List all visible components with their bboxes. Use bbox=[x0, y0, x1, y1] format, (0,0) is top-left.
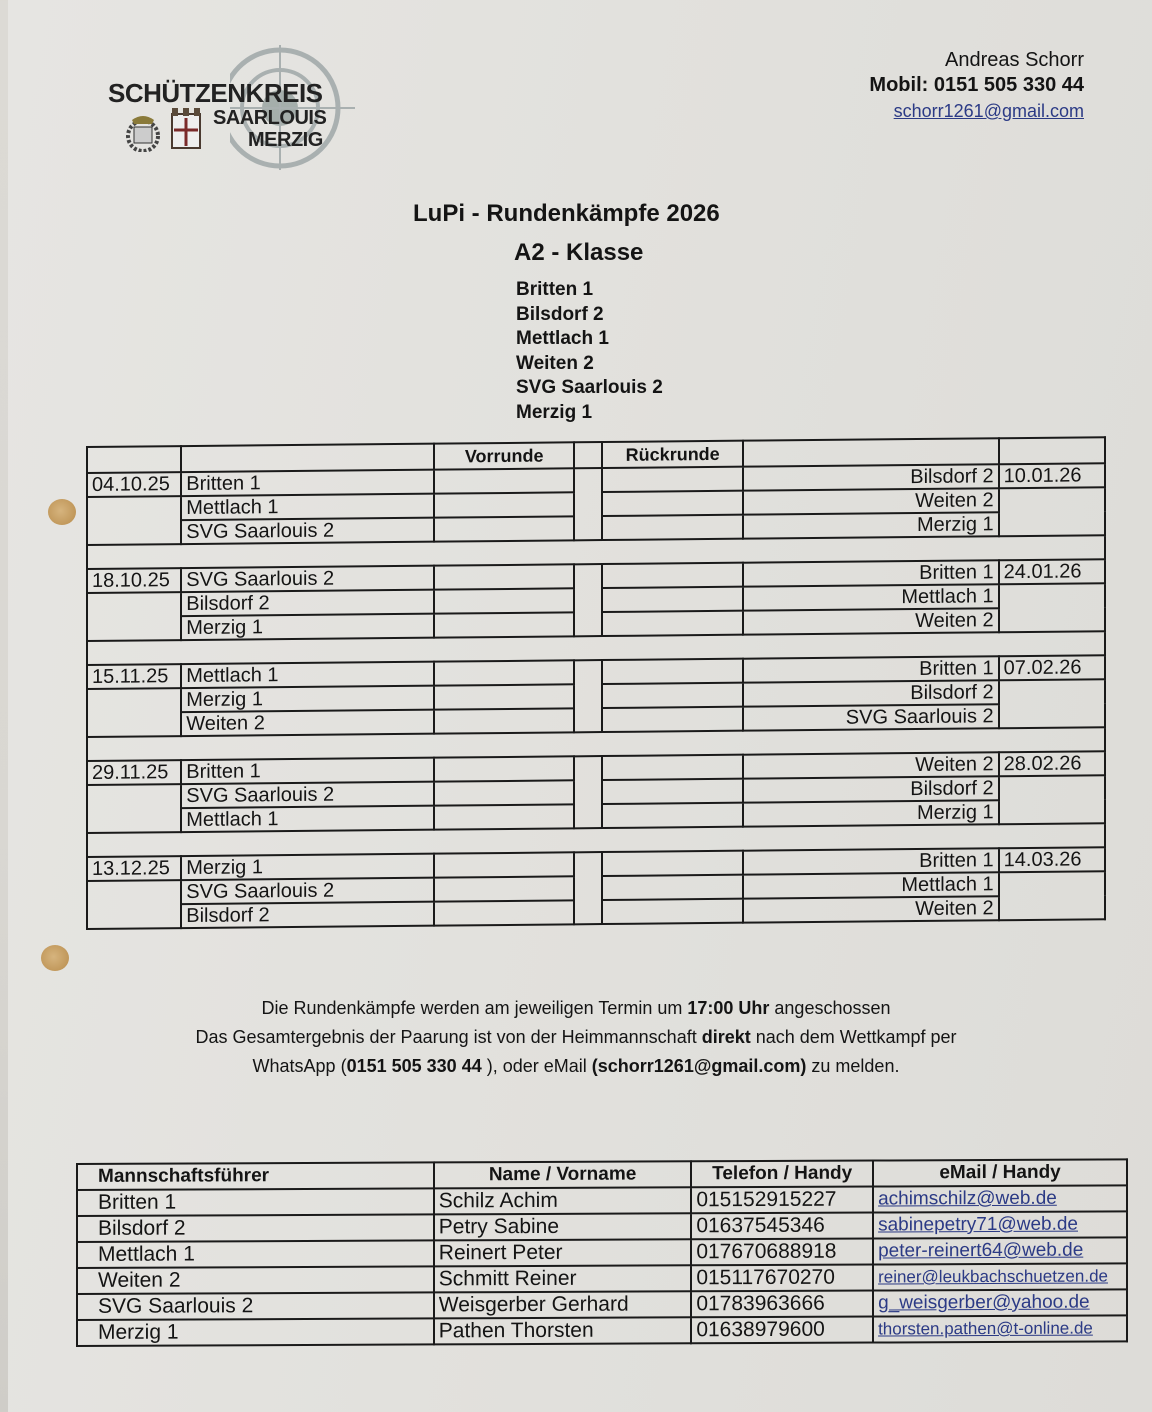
score-rueckrunde-field[interactable] bbox=[602, 491, 742, 516]
class-subtitle: A2 - Klasse bbox=[514, 239, 644, 266]
team-rueckrunde: Bilsdorf 2 bbox=[743, 464, 999, 490]
header-email: eMail / Handy bbox=[873, 1159, 1127, 1186]
date-rueckrunde: 24.01.26 bbox=[999, 559, 1105, 584]
team-vorrunde: Merzig 1 bbox=[181, 854, 434, 880]
schedule-table bbox=[86, 436, 1106, 930]
organizer-contact bbox=[869, 48, 1084, 124]
score-rueckrunde-field[interactable] bbox=[602, 755, 742, 780]
team-rueckrunde: Merzig 1 bbox=[743, 512, 999, 538]
instruction-line-1: Die Rundenkämpfe werden am jeweiligen Termin um 17:00 Uhr angeschossen bbox=[261, 998, 891, 1018]
punch-hole-top bbox=[48, 499, 76, 525]
instruction-line-3: WhatsApp (0151 505 330 44 ), oder eMail (schorr1261@gmail.com) zu melden. bbox=[252, 1056, 900, 1076]
header-name: Name / Vorname bbox=[434, 1161, 692, 1188]
team-rueckrunde: Merzig 1 bbox=[743, 800, 999, 826]
score-vorrunde-field[interactable] bbox=[434, 588, 574, 613]
score-vorrunde-field[interactable] bbox=[434, 708, 574, 733]
score-rueckrunde-field[interactable] bbox=[602, 707, 742, 732]
team-list-item: Weiten 2 bbox=[516, 352, 594, 374]
date-vorrunde: 04.10.25 bbox=[87, 472, 181, 497]
score-rueckrunde-field[interactable] bbox=[602, 467, 742, 492]
table-row: Merzig 1 Pathen Thorsten 01638979600 thorsten.pathen@t-online.de bbox=[77, 1315, 1127, 1346]
team-rueckrunde: Britten 1 bbox=[743, 656, 999, 682]
table-row: Mettlach 1 Reinert Peter 017670688918 peter-reinert64@web.de bbox=[77, 1237, 1127, 1268]
score-rueckrunde-field[interactable] bbox=[602, 587, 742, 612]
header-team: Mannschaftsführer bbox=[77, 1162, 434, 1190]
date-vorrunde: 18.10.25 bbox=[87, 568, 181, 593]
team-vorrunde: Britten 1 bbox=[181, 758, 434, 784]
score-rueckrunde-field[interactable] bbox=[602, 563, 742, 588]
team-vorrunde: Bilsdorf 2 bbox=[181, 902, 434, 928]
score-rueckrunde-field[interactable] bbox=[602, 659, 742, 684]
team-vorrunde: SVG Saarlouis 2 bbox=[181, 782, 434, 808]
score-vorrunde-field[interactable] bbox=[434, 612, 574, 637]
team-vorrunde: SVG Saarlouis 2 bbox=[181, 518, 434, 544]
score-vorrunde-field[interactable] bbox=[434, 804, 574, 829]
score-rueckrunde-field[interactable] bbox=[602, 899, 742, 924]
header-phone: Telefon / Handy bbox=[691, 1161, 873, 1188]
score-rueckrunde-field[interactable] bbox=[602, 683, 742, 708]
score-rueckrunde-field[interactable] bbox=[602, 611, 742, 636]
team-vorrunde: Mettlach 1 bbox=[181, 494, 434, 520]
date-vorrunde: 29.11.25 bbox=[87, 760, 181, 785]
team-rueckrunde: Britten 1 bbox=[743, 560, 999, 586]
punch-hole-bottom bbox=[41, 945, 69, 971]
score-vorrunde-field[interactable] bbox=[434, 780, 574, 805]
team-list-item: SVG Saarlouis 2 bbox=[516, 377, 663, 399]
instruction-line-2: Das Gesamtergebnis der Paarung ist von der Heimmannschaft direkt nach dem Wettkampf per bbox=[195, 1027, 957, 1047]
team-rueckrunde: Weiten 2 bbox=[743, 608, 999, 634]
score-vorrunde-field[interactable] bbox=[434, 900, 574, 925]
page-title: LuPi - Rundenkämpfe 2026 bbox=[413, 200, 720, 227]
team-vorrunde: Bilsdorf 2 bbox=[181, 590, 434, 616]
table-row: SVG Saarlouis 2 Weisgerber Gerhard 01783963666 g_weisgerber@yahoo.de bbox=[77, 1289, 1127, 1320]
email-link[interactable]: thorsten.pathen@t-online.de bbox=[873, 1315, 1127, 1342]
header-vorrunde: Vorrunde bbox=[434, 442, 574, 469]
table-row: Britten 1 Schilz Achim 015152915227 achimschilz@web.de bbox=[77, 1185, 1127, 1216]
score-vorrunde-field[interactable] bbox=[434, 684, 574, 709]
date-rueckrunde: 14.03.26 bbox=[999, 847, 1105, 872]
email-link[interactable]: reiner@leukbachschuetzen.de bbox=[873, 1263, 1127, 1290]
team-rueckrunde: SVG Saarlouis 2 bbox=[743, 704, 999, 730]
logo-schuetzenkreis bbox=[100, 40, 340, 170]
team-rueckrunde: Mettlach 1 bbox=[743, 872, 999, 898]
team-vorrunde: Mettlach 1 bbox=[181, 806, 434, 832]
team-vorrunde: Merzig 1 bbox=[181, 686, 434, 712]
email-link[interactable]: achimschilz@web.de bbox=[873, 1185, 1127, 1212]
score-vorrunde-field[interactable] bbox=[434, 516, 574, 541]
team-vorrunde: Britten 1 bbox=[181, 470, 434, 496]
captains-table bbox=[76, 1158, 1128, 1347]
score-vorrunde-field[interactable] bbox=[434, 756, 574, 781]
table-row: Bilsdorf 2 Petry Sabine 01637545346 sabinepetry71@web.de bbox=[77, 1211, 1127, 1242]
team-vorrunde: Merzig 1 bbox=[181, 614, 434, 640]
header-rueckrunde: Rückrunde bbox=[602, 441, 742, 468]
logo-line-1: SCHÜTZENKREIS bbox=[108, 78, 323, 108]
logo-line-3: MERZIG bbox=[248, 129, 323, 151]
team-rueckrunde: Weiten 2 bbox=[743, 896, 999, 922]
team-vorrunde: Weiten 2 bbox=[181, 710, 434, 736]
team-rueckrunde: Bilsdorf 2 bbox=[743, 680, 999, 706]
score-vorrunde-field[interactable] bbox=[434, 876, 574, 901]
logo-line-2: SAARLOUIS bbox=[213, 107, 327, 129]
date-vorrunde: 15.11.25 bbox=[87, 664, 181, 689]
team-rueckrunde: Britten 1 bbox=[743, 848, 999, 874]
email-link[interactable]: peter-reinert64@web.de bbox=[873, 1237, 1127, 1264]
score-rueckrunde-field[interactable] bbox=[602, 803, 742, 828]
email-link[interactable]: sabinepetry71@web.de bbox=[873, 1211, 1127, 1238]
team-rueckrunde: Weiten 2 bbox=[743, 752, 999, 778]
email-link[interactable]: g_weisgerber@yahoo.de bbox=[873, 1289, 1127, 1316]
organizer-mobile: Mobil: 0151 505 330 44 bbox=[869, 74, 1084, 96]
instructions-text bbox=[0, 994, 1152, 1081]
score-vorrunde-field[interactable] bbox=[434, 852, 574, 877]
score-rueckrunde-field[interactable] bbox=[602, 779, 742, 804]
crest-saarlouis-icon bbox=[122, 112, 164, 152]
organizer-email-link[interactable]: schorr1261@gmail.com bbox=[893, 101, 1084, 121]
team-rueckrunde: Bilsdorf 2 bbox=[743, 776, 999, 802]
team-list-item: Merzig 1 bbox=[516, 401, 593, 423]
date-rueckrunde: 10.01.26 bbox=[999, 463, 1105, 488]
score-rueckrunde-field[interactable] bbox=[602, 851, 742, 876]
organizer-name: Andreas Schorr bbox=[945, 49, 1084, 71]
score-vorrunde-field[interactable] bbox=[434, 468, 574, 493]
date-vorrunde: 13.12.25 bbox=[87, 856, 181, 881]
score-rueckrunde-field[interactable] bbox=[602, 875, 742, 900]
crest-merzig-icon bbox=[170, 108, 202, 150]
team-vorrunde: SVG Saarlouis 2 bbox=[181, 566, 434, 592]
score-vorrunde-field[interactable] bbox=[434, 564, 574, 589]
team-vorrunde: SVG Saarlouis 2 bbox=[181, 878, 434, 904]
team-list-item: Mettlach 1 bbox=[516, 328, 609, 350]
team-list-item: Bilsdorf 2 bbox=[516, 303, 604, 325]
score-vorrunde-field[interactable] bbox=[434, 492, 574, 517]
team-vorrunde: Mettlach 1 bbox=[181, 662, 434, 688]
table-row: Weiten 2 Schmitt Reiner 015117670270 reiner@leukbachschuetzen.de bbox=[77, 1263, 1127, 1294]
score-vorrunde-field[interactable] bbox=[434, 660, 574, 685]
team-list bbox=[516, 278, 663, 426]
date-rueckrunde: 07.02.26 bbox=[999, 655, 1105, 680]
team-rueckrunde: Mettlach 1 bbox=[743, 584, 999, 610]
score-rueckrunde-field[interactable] bbox=[602, 515, 742, 540]
team-rueckrunde: Weiten 2 bbox=[743, 488, 999, 514]
date-rueckrunde: 28.02.26 bbox=[999, 751, 1105, 776]
team-list-item: Britten 1 bbox=[516, 279, 594, 300]
